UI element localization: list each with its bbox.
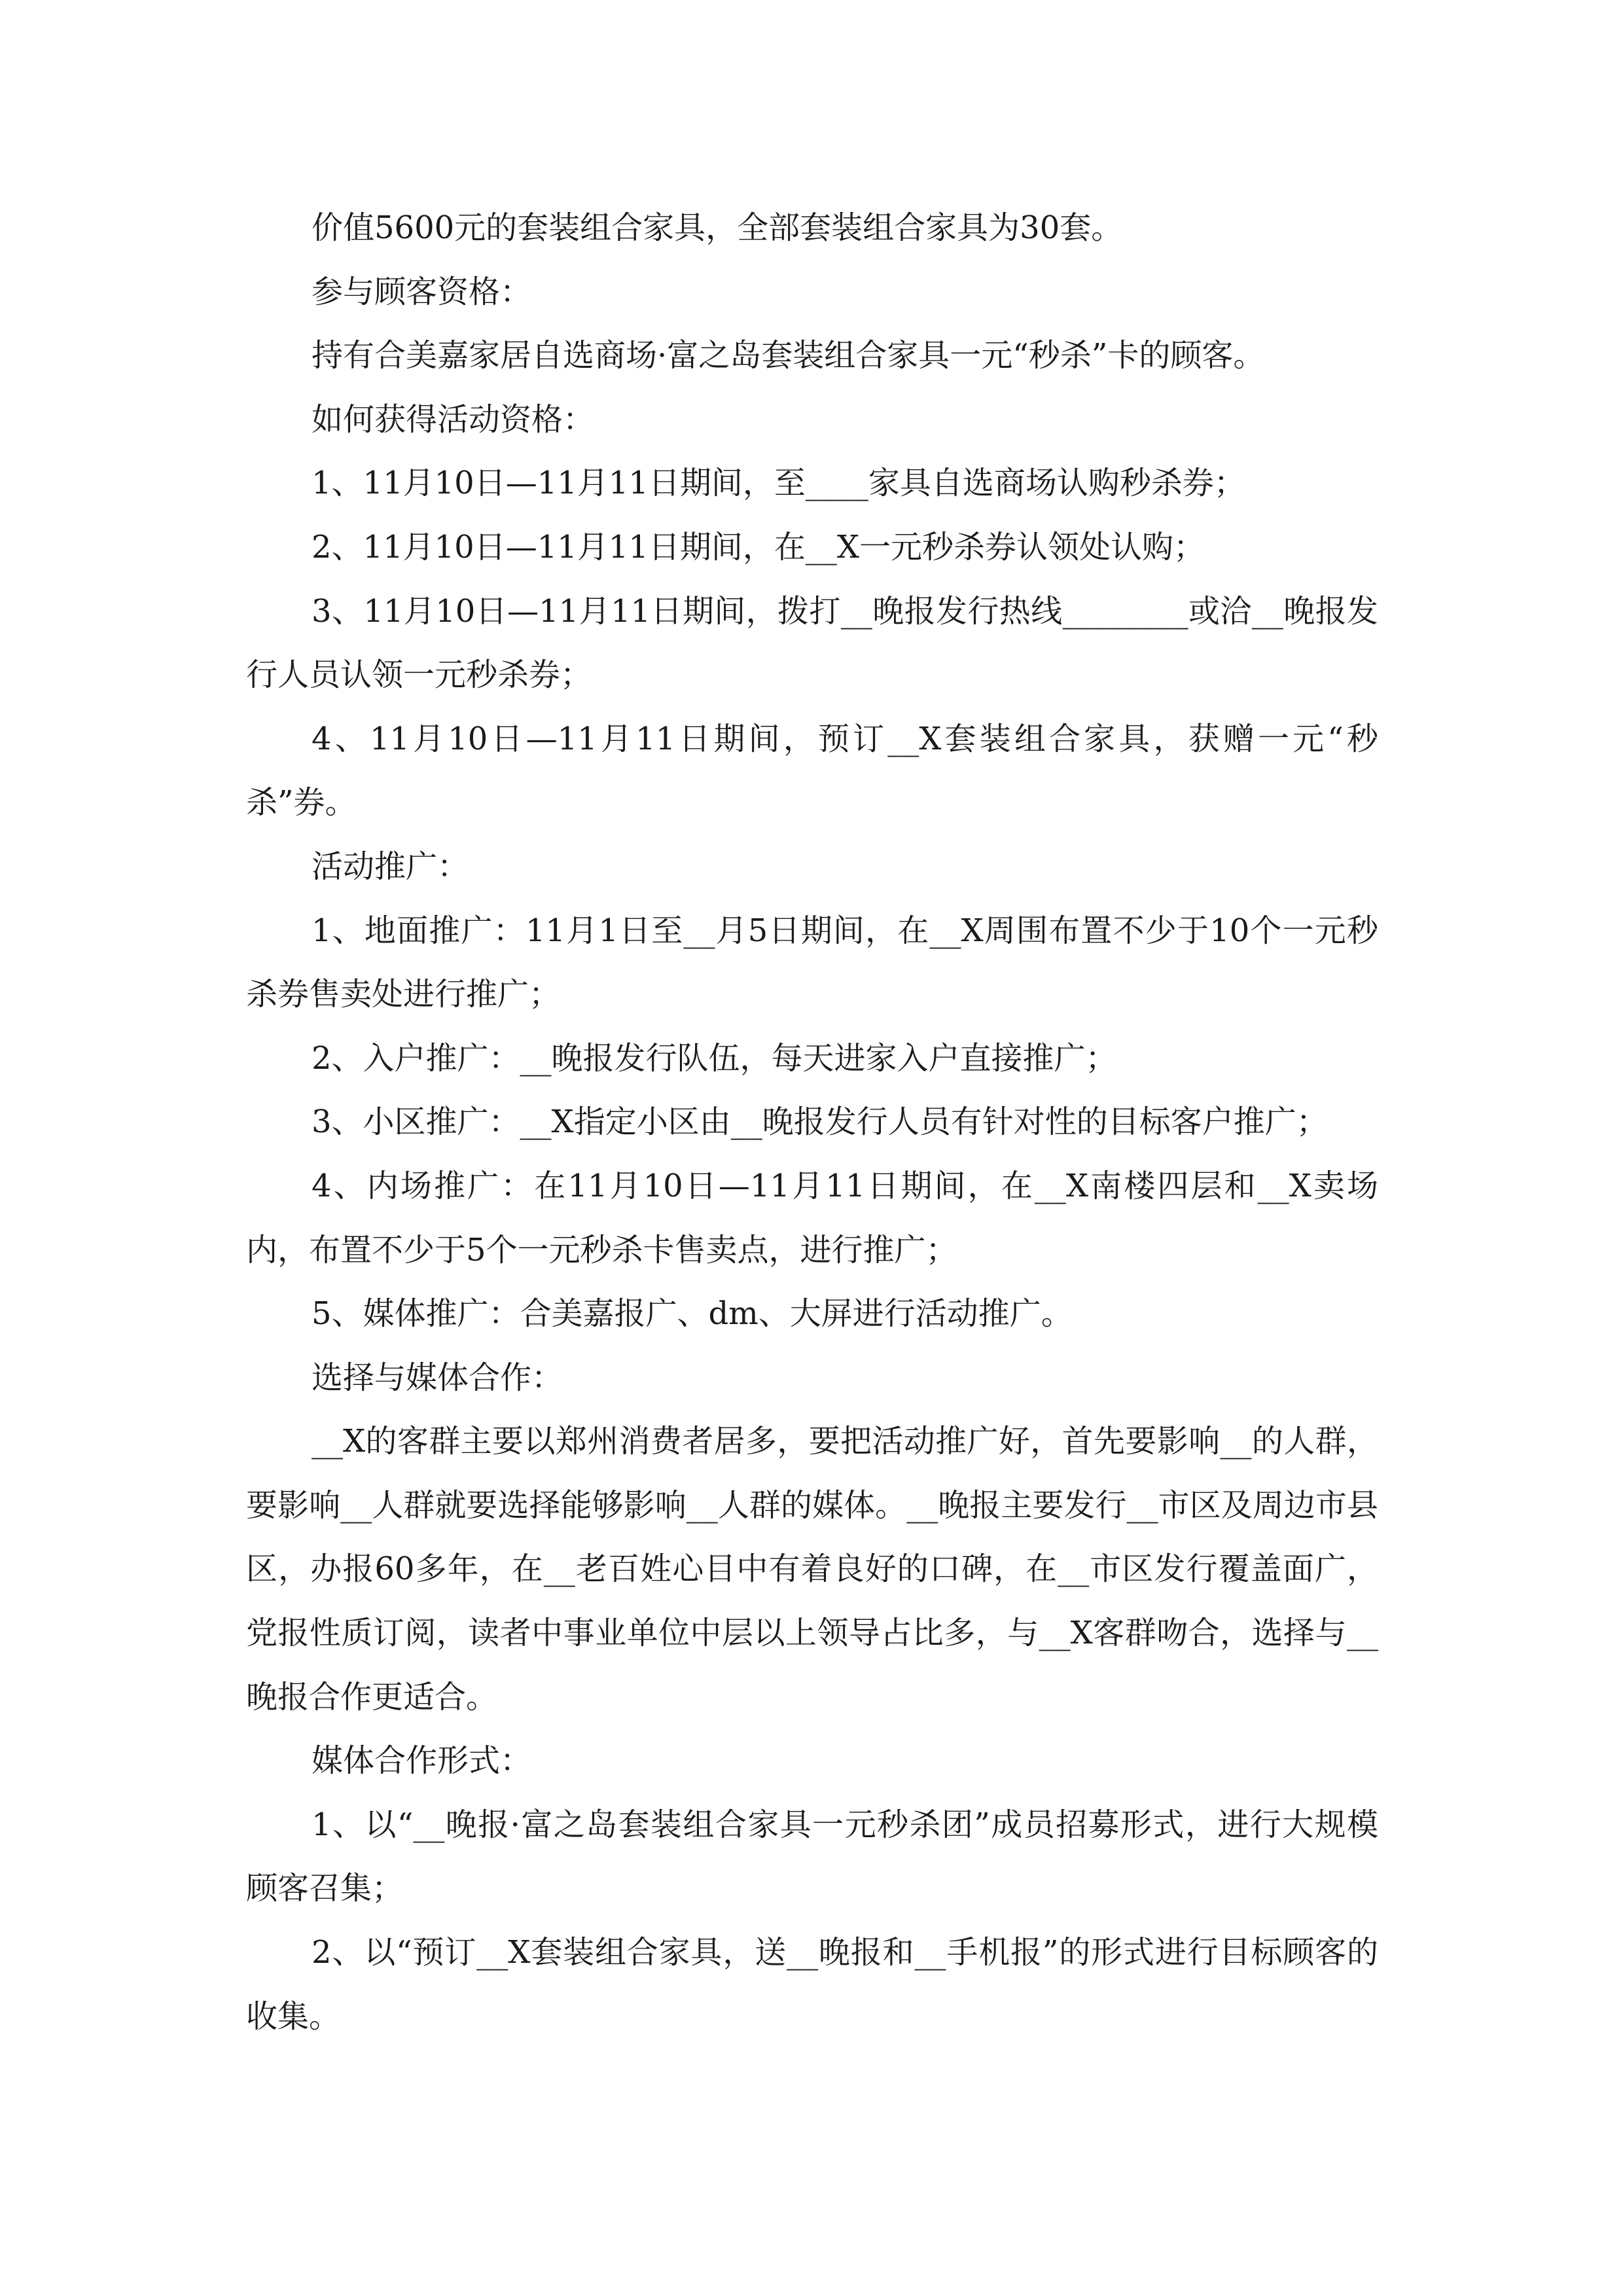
list-item-promotion-1: 1、地面推广：11月1日至__月5日期间，在__X周围布置不少于10个一元秒杀券售卖处进行推广； (246, 912, 1378, 1013)
heading-media-selection: 选择与媒体合作： (312, 1359, 563, 1396)
heading-promotion: 活动推广： (312, 848, 469, 885)
paragraph-eligibility: 持有合美嘉家居自选商场·富之岛套装组合家具一元“秒杀”卡的顾客。 (312, 337, 1265, 374)
heading-how-to-qualify: 如何获得活动资格： (312, 401, 595, 438)
list-item-promotion-4: 4、内场推广：在11月10日—11月11日期间，在__X南楼四层和__X卖场内，布置不少于5个一元秒杀卡售卖点，进行推广； (246, 1167, 1378, 1268)
list-item-qualify-4: 4、11月10日—11月11日期间，预订__X套装组合家具，获赠一元“秒杀”券。 (246, 720, 1378, 821)
document-body (246, 196, 1378, 2049)
paragraph-media-selection: __X的客群主要以郑州消费者居多，要把活动推广好，首先要影响__的人群，要影响__人群就要选择能够影响__人群的媒体。__晚报主要发行__市区及周边市县区，办报60多年，在__老百姓心目中有着良好的口碑，在__市区发行覆盖面广，党报性质订阅，读者中事业单位中层以上领导占比多，与__X客群吻合，选择与__晚报合作更适合。 (246, 1423, 1378, 1715)
list-item-qualify-3: 3、11月10日—11月11日期间，拨打__晚报发行热线________或洽__晚报发行人员认领一元秒杀券； (246, 592, 1378, 694)
heading-eligibility: 参与顾客资格： (312, 273, 532, 310)
list-item-promotion-3: 3、小区推广：__X指定小区由__晚报发行人员有针对性的目标客户推广； (312, 1103, 1328, 1141)
paragraph-prize-value: 价值5600元的套装组合家具，全部套装组合家具为30套。 (312, 209, 1123, 246)
list-item-cooperation-1: 1、以“__晚报·富之岛套装组合家具一元秒杀团”成员招募形式，进行大规模顾客召集； (246, 1806, 1378, 1907)
list-item-promotion-2: 2、入户推广：__晚报发行队伍，每天进家入户直接推广； (312, 1039, 1117, 1077)
heading-media-cooperation-forms: 媒体合作形式： (312, 1742, 532, 1780)
list-item-promotion-5: 5、媒体推广：合美嘉报广、dm、大屏进行活动推广。 (312, 1295, 1073, 1333)
list-item-cooperation-2: 2、以“预订__X套装组合家具，送__晚报和__手机报”的形式进行目标顾客的收集。 (246, 1934, 1378, 2035)
list-item-qualify-1: 1、11月10日—11月11日期间，至____家具自选商场认购秒杀券； (312, 465, 1245, 502)
list-item-qualify-2: 2、11月10日—11月11日期间，在__X一元秒杀券认领处认购； (312, 528, 1205, 565)
